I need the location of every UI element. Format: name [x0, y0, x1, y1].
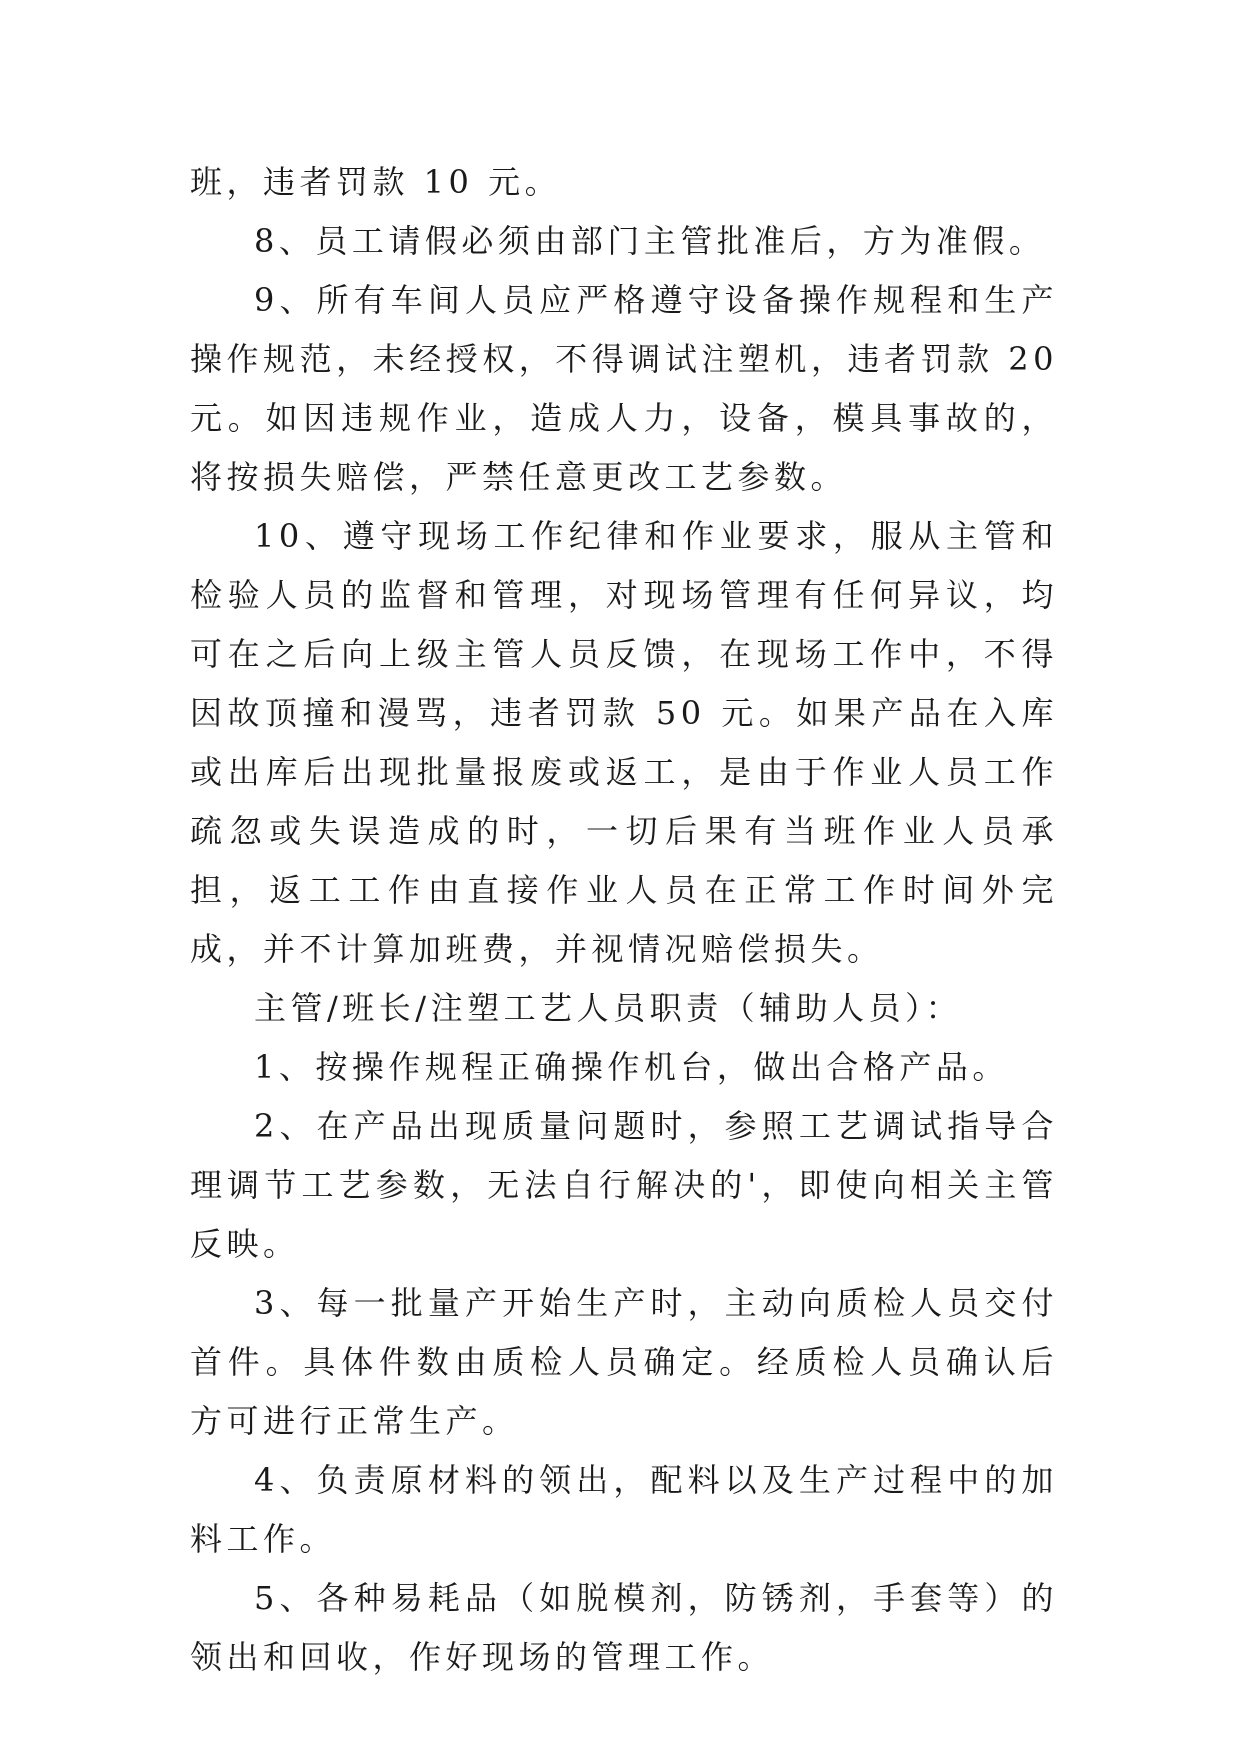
paragraph-1: 班，违者罚款 10 元。 [190, 163, 562, 201]
section-heading: 主管/班长/注塑工艺人员职责（辅助人员）： [254, 989, 963, 1027]
paragraph-7: 2、在产品出现质量问题时，参照工艺调试指导合理调节工艺参数，无法自行解决的'，即使向相关主管反映。 [190, 1107, 1058, 1263]
paragraph-8: 3、每一批量产开始生产时，主动向质检人员交付首件。具体件数由质检人员确定。经质检人员确认后方可进行正常生产。 [190, 1284, 1058, 1440]
paragraph-4: 10、遵守现场工作纪律和作业要求，服从主管和检验人员的监督和管理，对现场管理有任何异议，均可在之后向上级主管人员反馈，在现场工作中，不得因故顶撞和漫骂，违者罚款 50 元。如果产品在入库或出库后出现批量报废或返工，是由于作业人员工作疏忽或失误造成的时，一切后果有当班作业人员承担，返工工作由直接作业人员在正常工作时间外完成，并不计算加班费，并视情况赔偿损失。 [190, 517, 1058, 968]
paragraph-10: 5、各种易耗品（如脱模剂，防锈剂，手套等）的领出和回收，作好现场的管理工作。 [190, 1579, 1058, 1676]
paragraph-3: 9、所有车间人员应严格遵守设备操作规程和生产操作规范，未经授权，不得调试注塑机，违者罚款 20 元。如因违规作业，造成人力，设备，模具事故的，将按损失赔偿，严禁任意更改工艺参数。 [190, 281, 1058, 496]
document-body [190, 153, 1058, 1687]
paragraph-6: 1、按操作规程正确操作机台，做出合格产品。 [254, 1048, 1009, 1086]
paragraph-9: 4、负责原材料的领出，配料以及生产过程中的加料工作。 [190, 1461, 1058, 1558]
paragraph-2: 8、员工请假必须由部门主管批准后，方为准假。 [254, 222, 1046, 260]
